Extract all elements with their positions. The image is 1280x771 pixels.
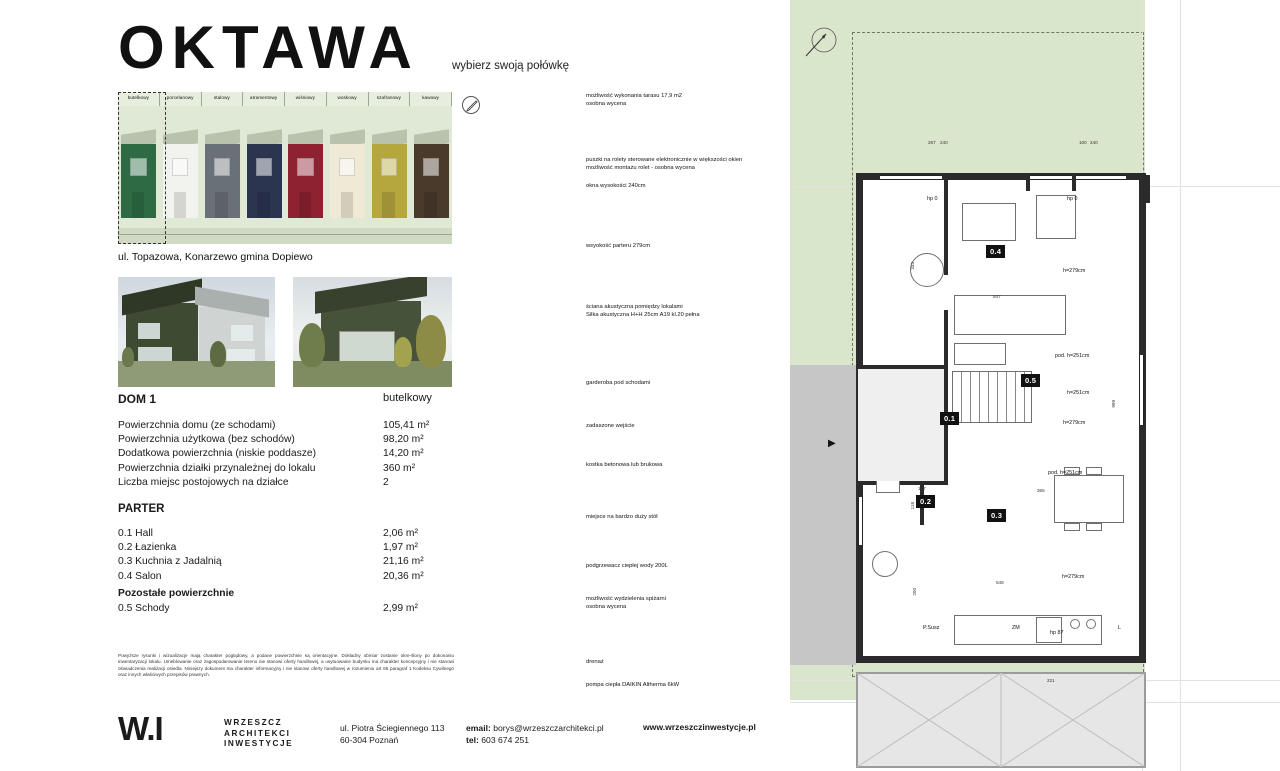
plan-dimension-9: 365 — [1037, 488, 1045, 493]
plan-dimension-2: 100 — [1079, 140, 1087, 145]
annotation-note-7 — [586, 461, 791, 469]
annotation-note-11 — [586, 658, 791, 666]
spec-row — [118, 419, 438, 433]
website-link[interactable]: www.wrzeszczinwestycje.pl — [643, 722, 756, 732]
swatch-label-0[interactable]: butelkowy — [118, 92, 160, 106]
plan-dimension-12: 221 — [1047, 678, 1055, 683]
other-area-label: 0.5 Schody — [118, 603, 170, 614]
spec-value: 2 — [383, 476, 389, 488]
spec-value: 360 m² — [383, 462, 416, 474]
annotation-note-4-line-0: ściana akustyczna pomiędzy lokalami — [586, 304, 683, 310]
room-list — [118, 527, 438, 584]
swatch-label-1[interactable]: porcelanowy — [160, 92, 202, 106]
plan-label-5: h=279cm — [1063, 420, 1086, 426]
tel-label: tel: — [466, 735, 479, 745]
swatch-label-row — [118, 92, 452, 106]
annotation-note-8 — [586, 513, 791, 521]
swatch-label-5[interactable]: woskowy — [327, 92, 369, 106]
plan-dimension-7: 167 — [918, 486, 926, 491]
spec-label: Dodatkowa powierzchnia (niskie poddasze) — [118, 448, 317, 460]
annotation-note-2 — [586, 182, 791, 190]
visualisation-photo-1 — [118, 277, 275, 387]
swatch-label-3[interactable]: atramentowy — [243, 92, 285, 106]
north-arrow-icon — [800, 24, 840, 64]
swatch-house-5[interactable] — [327, 106, 369, 228]
swatch-house-6[interactable] — [369, 106, 411, 228]
spec-label: Powierzchnia użytkowa (bez schodów) — [118, 434, 295, 446]
project-address: ul. Topazowa, Konarzewo gmina Dopiewo — [118, 251, 313, 263]
swatch-label-6[interactable]: szafranowy — [369, 92, 411, 106]
swatch-house-2[interactable] — [202, 106, 244, 228]
spec-row — [118, 433, 438, 447]
company-name-line-2: INWESTYCJE — [224, 739, 294, 748]
unit-color-name: butelkowy — [383, 392, 432, 404]
email-value[interactable]: borys@wrzeszczarchitekci.pl — [493, 723, 604, 733]
swatch-label-7[interactable]: kawowy — [410, 92, 452, 106]
logo-text: W.I — [118, 710, 163, 747]
spec-row — [118, 447, 438, 461]
unit-specs-table — [118, 419, 438, 490]
floor-title: PARTER — [118, 503, 165, 515]
room-value: 20,36 m² — [383, 570, 424, 582]
company-logo — [118, 712, 218, 752]
plan-dimension-10: 200 — [912, 588, 917, 596]
room-badge-0.3: 0.3 — [987, 509, 1006, 522]
annotation-note-3-line-0: wsyokość parteru 279cm — [586, 243, 651, 249]
spec-value: 105,41 m² — [383, 420, 430, 431]
annotation-note-2-line-0: okna wysokości 240cm — [586, 183, 646, 189]
pencil-icon[interactable] — [462, 96, 480, 114]
swatch-house-1[interactable] — [160, 106, 202, 228]
plan-dimension-8: 118 — [910, 502, 915, 510]
entrance-arrow-icon: ▶ — [828, 438, 836, 449]
other-area-row — [118, 602, 438, 616]
company-address-line-1: 60-304 Poznań — [340, 735, 399, 745]
annotation-note-10 — [586, 595, 791, 611]
annotation-note-10-line-0: możliwość wydzielenia spiżarni — [586, 596, 666, 602]
plan-label-7: h=279cm — [1062, 574, 1085, 580]
annotation-note-5-line-0: garderoba pod schodami — [586, 380, 651, 386]
annotation-note-12 — [586, 681, 791, 689]
page-title: OKTAWA — [118, 14, 419, 81]
annotation-note-3 — [586, 242, 791, 250]
company-address-line-0: ul. Piotra Ściegiennego 113 — [340, 723, 445, 733]
unit-name: DOM 1 — [118, 392, 157, 406]
room-value: 1,97 m² — [383, 542, 418, 554]
company-name — [224, 718, 293, 750]
spec-label: Powierzchnia działki przynależnej do lokalu — [118, 462, 316, 474]
room-value: 2,06 m² — [383, 528, 418, 539]
room-label: 0.3 Kuchnia z Jadalnią — [118, 556, 222, 568]
annotation-note-1-line-1: możliwość montażu rolet - osobna wycena — [586, 165, 695, 171]
room-label: 0.4 Salon — [118, 570, 162, 582]
entrance-canopy — [790, 365, 856, 665]
plan-label-0: hp 0 — [927, 196, 938, 202]
other-areas-title: Pozostałe powierzchnie — [118, 588, 235, 599]
room-badge-0.4: 0.4 — [986, 245, 1005, 258]
room-badge-0.5: 0.5 — [1021, 374, 1040, 387]
annotation-note-0 — [586, 92, 791, 108]
company-name-line-1: ARCHITEKCI — [224, 728, 291, 738]
visualisation-photo-2 — [293, 277, 452, 387]
plan-label-11: L — [1118, 625, 1121, 631]
other-areas-list — [118, 602, 438, 616]
plan-dimension-11: 548 — [996, 580, 1004, 585]
terrace — [856, 672, 1146, 768]
tagline: wybierz swoją połówkę — [452, 60, 569, 72]
annotation-note-4-line-1: Silka akustyczna H+H 25cm A19 kl.20 pełna — [586, 312, 700, 318]
room-badge-0.2: 0.2 — [916, 495, 935, 508]
plan-dimension-4: 333 — [910, 262, 915, 270]
plan-label-2: h=279cm — [1063, 268, 1086, 274]
selected-unit-outline — [118, 92, 166, 244]
annotation-note-8-line-0: miejsce na bardzo duży stół — [586, 514, 658, 520]
plan-dimension-0: 267 — [928, 140, 936, 145]
swatch-house-3[interactable] — [243, 106, 285, 228]
annotation-note-10-line-1: osobna wycena — [586, 604, 627, 610]
spec-label: Powierzchnia domu (ze schodami) — [118, 420, 276, 431]
swatch-label-2[interactable]: stalowy — [202, 92, 244, 106]
annotation-note-0-line-0: możliwość wykonania tarasu 17,9 m2 — [586, 93, 683, 99]
annotation-note-6-line-0: zadaszone wejście — [586, 423, 635, 429]
plan-label-10: ZM — [1012, 625, 1020, 631]
plan-label-6: pod. h=251cm — [1048, 470, 1083, 476]
swatch-house-row[interactable] — [118, 106, 452, 228]
room-row — [118, 555, 438, 569]
disclaimer-text: Powyższe rysunki i wizualizacje mają charakter poglądowy, a podane powierzchnie są orientacyjne. Dokładny obmiar zostanie okre-ślony po dokonaniu inwentaryzacji lokalu. Umeblowanie oraz zagospodarowanie terenu nie stanowi oferty handlowej, a usytuowanie budynku ma charakter koncepcyjny i nie stanowi oświadczenia realizacji osiedla. Niniejszy dokument ma charakter informacyjny i nie stanowi oferty handlowej w rozumieniu art 66 paragraf 1 Kodeksu Cywilnego oraz innych właściwych przepisów prawnych. — [118, 653, 454, 678]
annotation-note-1 — [586, 156, 791, 172]
spec-value: 14,20 m² — [383, 448, 424, 460]
room-label: 0.2 Łazienka — [118, 542, 177, 554]
annotation-note-0-line-1: osobna wycena — [586, 101, 627, 107]
spec-row — [118, 462, 438, 476]
spec-row — [118, 476, 438, 490]
room-value: 21,16 m² — [383, 556, 424, 568]
color-swatch-selector[interactable] — [118, 92, 452, 244]
room-badge-0.1: 0.1 — [940, 412, 959, 425]
email-label: email: — [466, 723, 491, 733]
annotation-note-9 — [586, 562, 791, 570]
annotation-note-9-line-0: podgrzewacz ciepłej wody 200L — [586, 563, 668, 569]
swatch-ground — [118, 228, 452, 244]
plan-dimension-1: 240 — [940, 140, 948, 145]
floor-plan — [790, 0, 1280, 771]
spec-value: 98,20 m² — [383, 434, 424, 446]
plan-dimension-3: 240 — [1090, 140, 1098, 145]
annotation-note-7-line-0: kostka betonowa lub brukowa — [586, 462, 663, 468]
annotation-note-5 — [586, 379, 791, 387]
room-row — [118, 527, 438, 541]
tel-value: 603 674 251 — [481, 735, 530, 745]
plan-label-1: hp 0 — [1067, 196, 1078, 202]
plan-label-9: P.Susz — [923, 625, 940, 631]
room-row — [118, 570, 438, 584]
plan-label-8: hp 87 — [1050, 630, 1064, 636]
swatch-label-4[interactable]: wiśniowy — [285, 92, 327, 106]
spec-label: Liczba miejsc postojowych na działce — [118, 476, 289, 488]
plan-label-3: pod. h=251cm — [1055, 353, 1090, 359]
company-contact — [466, 722, 604, 746]
plan-dimension-6: 999 — [1111, 400, 1116, 408]
plan-label-4: h=251cm — [1067, 390, 1090, 396]
annotation-note-4 — [586, 303, 791, 319]
plan-dimension-5: 547 — [993, 294, 1001, 299]
room-label: 0.1 Hall — [118, 528, 153, 539]
company-address — [340, 722, 444, 746]
annotation-note-6 — [586, 422, 791, 430]
company-name-line-0: WRZESZCZ — [224, 718, 283, 727]
swatch-house-4[interactable] — [285, 106, 327, 228]
annotation-note-12-line-0: pompa ciepła DAIKIN Altherma 6kW — [586, 682, 680, 688]
annotation-note-11-line-0: drenaż — [586, 659, 604, 665]
room-row — [118, 541, 438, 555]
swatch-house-7[interactable] — [410, 106, 452, 228]
annotation-note-1-line-0: puszki na rolety sterowane elektronicznie w większości okien — [586, 157, 743, 163]
other-area-value: 2,99 m² — [383, 603, 418, 614]
